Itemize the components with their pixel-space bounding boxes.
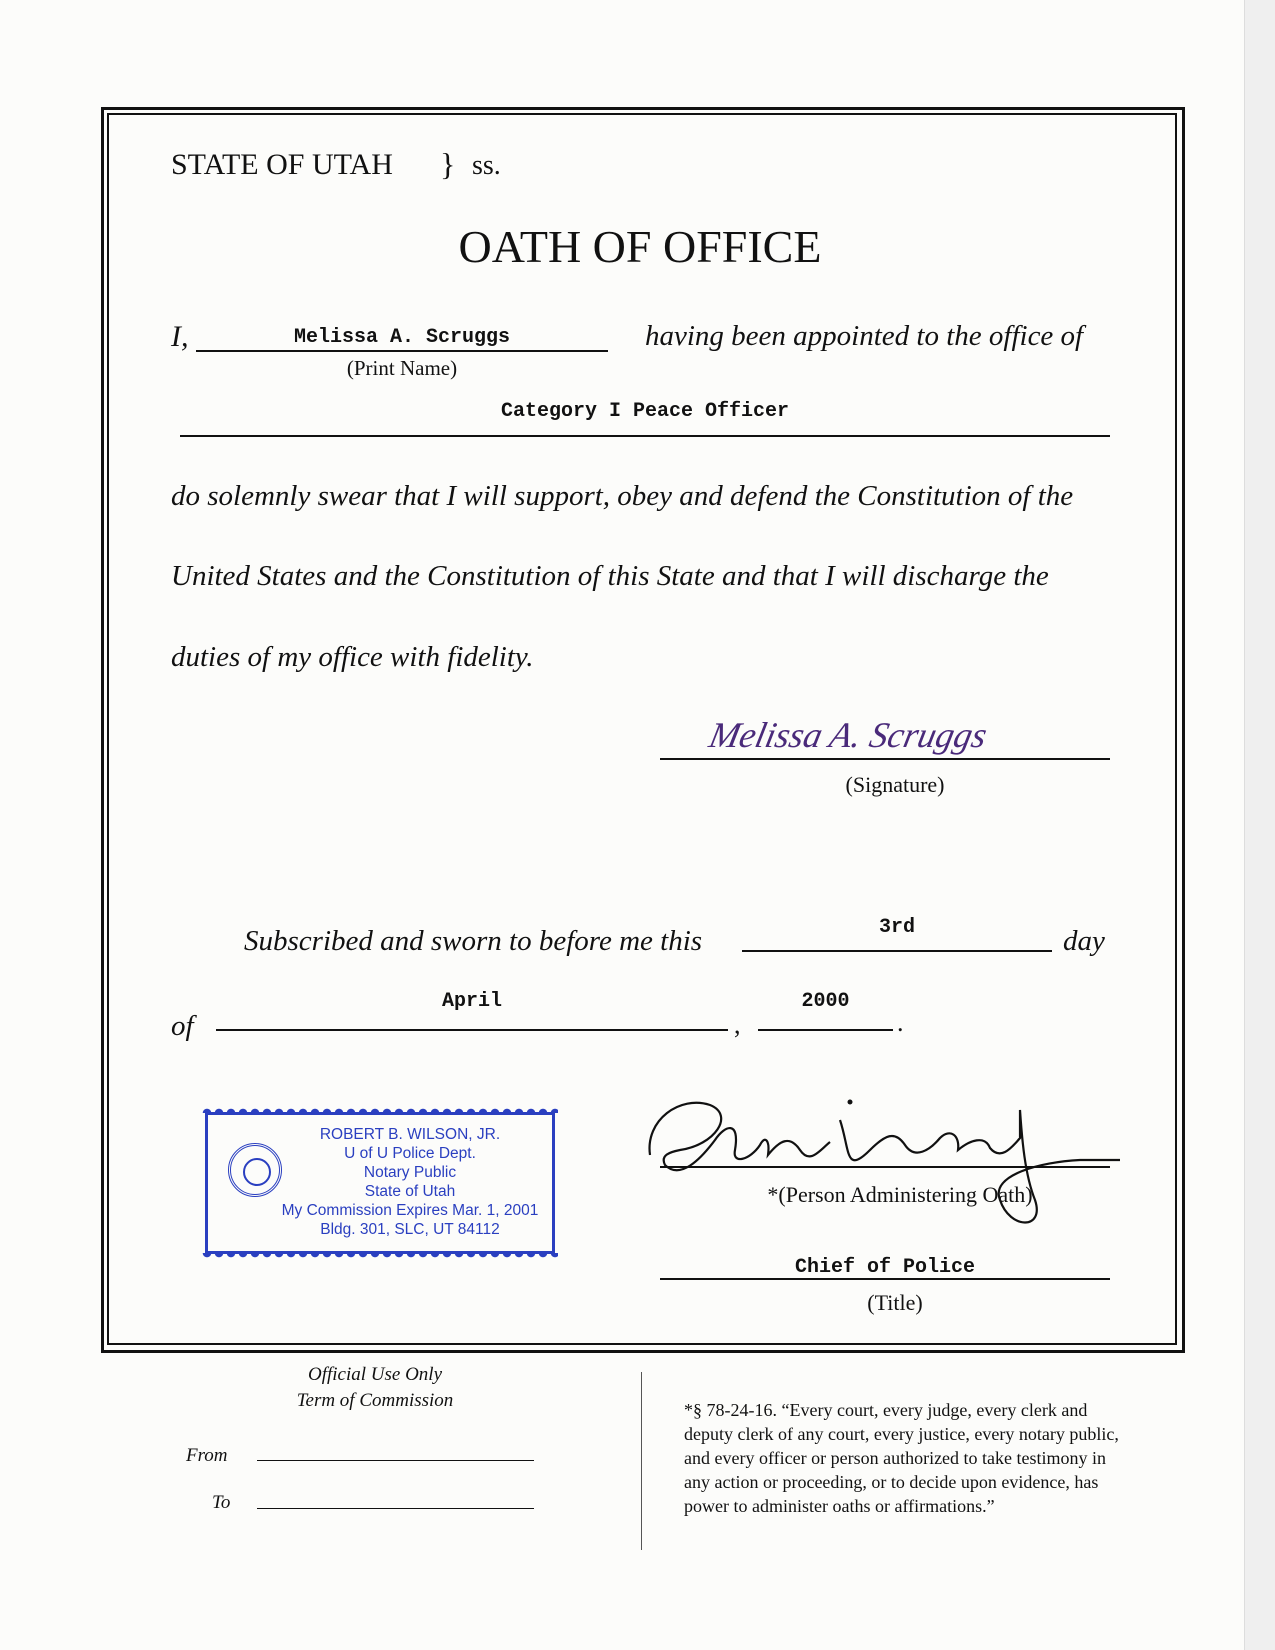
- from-line: [257, 1460, 534, 1461]
- ss-label: ss.: [472, 150, 501, 181]
- footnote-line: power to administer oaths or affirmations.”: [684, 1496, 995, 1516]
- print-name-label: (Print Name): [346, 356, 458, 380]
- of-label: of: [171, 1010, 194, 1042]
- notary-stamp: [205, 1112, 555, 1254]
- title-label: (Title): [867, 1290, 923, 1315]
- notary-stamp-text: [268, 1125, 552, 1239]
- office-line: [180, 435, 1110, 437]
- subscribed-text: Subscribed and sworn to before me this: [244, 925, 703, 957]
- month-line: [216, 1029, 728, 1031]
- month-value: April: [441, 990, 502, 1013]
- stamp-line: My Commission Expires Mar. 1, 2001: [281, 1202, 539, 1219]
- i-label: I,: [171, 320, 189, 353]
- oath-body-line-3: duties of my office with fidelity.: [171, 641, 534, 673]
- stamp-line: Notary Public: [363, 1164, 457, 1181]
- footnote-line: *§ 78-24-16. “Every court, every judge, every clerk and: [684, 1400, 1088, 1420]
- stamp-line: Bldg. 301, SLC, UT 84112: [320, 1221, 500, 1238]
- comma-mark: ,: [734, 1010, 741, 1039]
- day-value: 3rd: [878, 916, 915, 939]
- signature-line: [660, 758, 1110, 760]
- footnote-line: and every officer or person authorized to take testimony in: [684, 1448, 1107, 1468]
- print-name-line: [196, 350, 608, 352]
- administrator-label: *(Person Administering Oath): [767, 1182, 1033, 1207]
- administrator-signature: [640, 1080, 1140, 1250]
- oath-taker-signature: Melissa A. Scruggs: [705, 715, 991, 755]
- title-value: Chief of Police: [794, 1256, 976, 1279]
- oath-body-line-1: do solemnly swear that I will support, obey and defend the Constitution of the: [171, 480, 1074, 512]
- administrator-signature-line: [660, 1166, 1110, 1168]
- to-label: To: [212, 1492, 231, 1513]
- term-of-commission-heading: Term of Commission: [296, 1390, 454, 1411]
- footer-divider: [641, 1372, 642, 1550]
- appointed-text: having been appointed to the office of: [645, 320, 1084, 352]
- official-use-heading: Official Use Only: [307, 1364, 443, 1385]
- period-mark: .: [897, 1008, 904, 1037]
- year-value: 2000: [801, 990, 850, 1013]
- title-line: [660, 1278, 1110, 1280]
- oath-body-line-2: United States and the Constitution of this State and that I will discharge the: [171, 560, 1049, 592]
- day-label: day: [1063, 925, 1105, 957]
- footnote-line: deputy clerk of any court, every justice, every notary public,: [684, 1424, 1119, 1444]
- to-line: [257, 1508, 534, 1509]
- footnote-line: any action or proceeding, or to decide upon evidence, has: [684, 1472, 1099, 1492]
- day-line: [742, 950, 1052, 952]
- page-edge: [1244, 0, 1275, 1650]
- statute-footnote: [684, 1398, 1204, 1518]
- document-title: OATH OF OFFICE: [458, 221, 822, 272]
- state-label: STATE OF UTAH: [171, 148, 393, 181]
- stamp-line: U of U Police Dept.: [344, 1145, 476, 1162]
- office-value: Category I Peace Officer: [500, 400, 790, 423]
- brace-symbol: }: [440, 146, 456, 182]
- from-label: From: [186, 1445, 228, 1466]
- signature-label: (Signature): [845, 772, 945, 797]
- stamp-line: State of Utah: [364, 1183, 456, 1200]
- stamp-line: ROBERT B. WILSON, JR.: [319, 1126, 501, 1143]
- print-name-value: Melissa A. Scruggs: [293, 326, 511, 349]
- year-line: [758, 1029, 893, 1031]
